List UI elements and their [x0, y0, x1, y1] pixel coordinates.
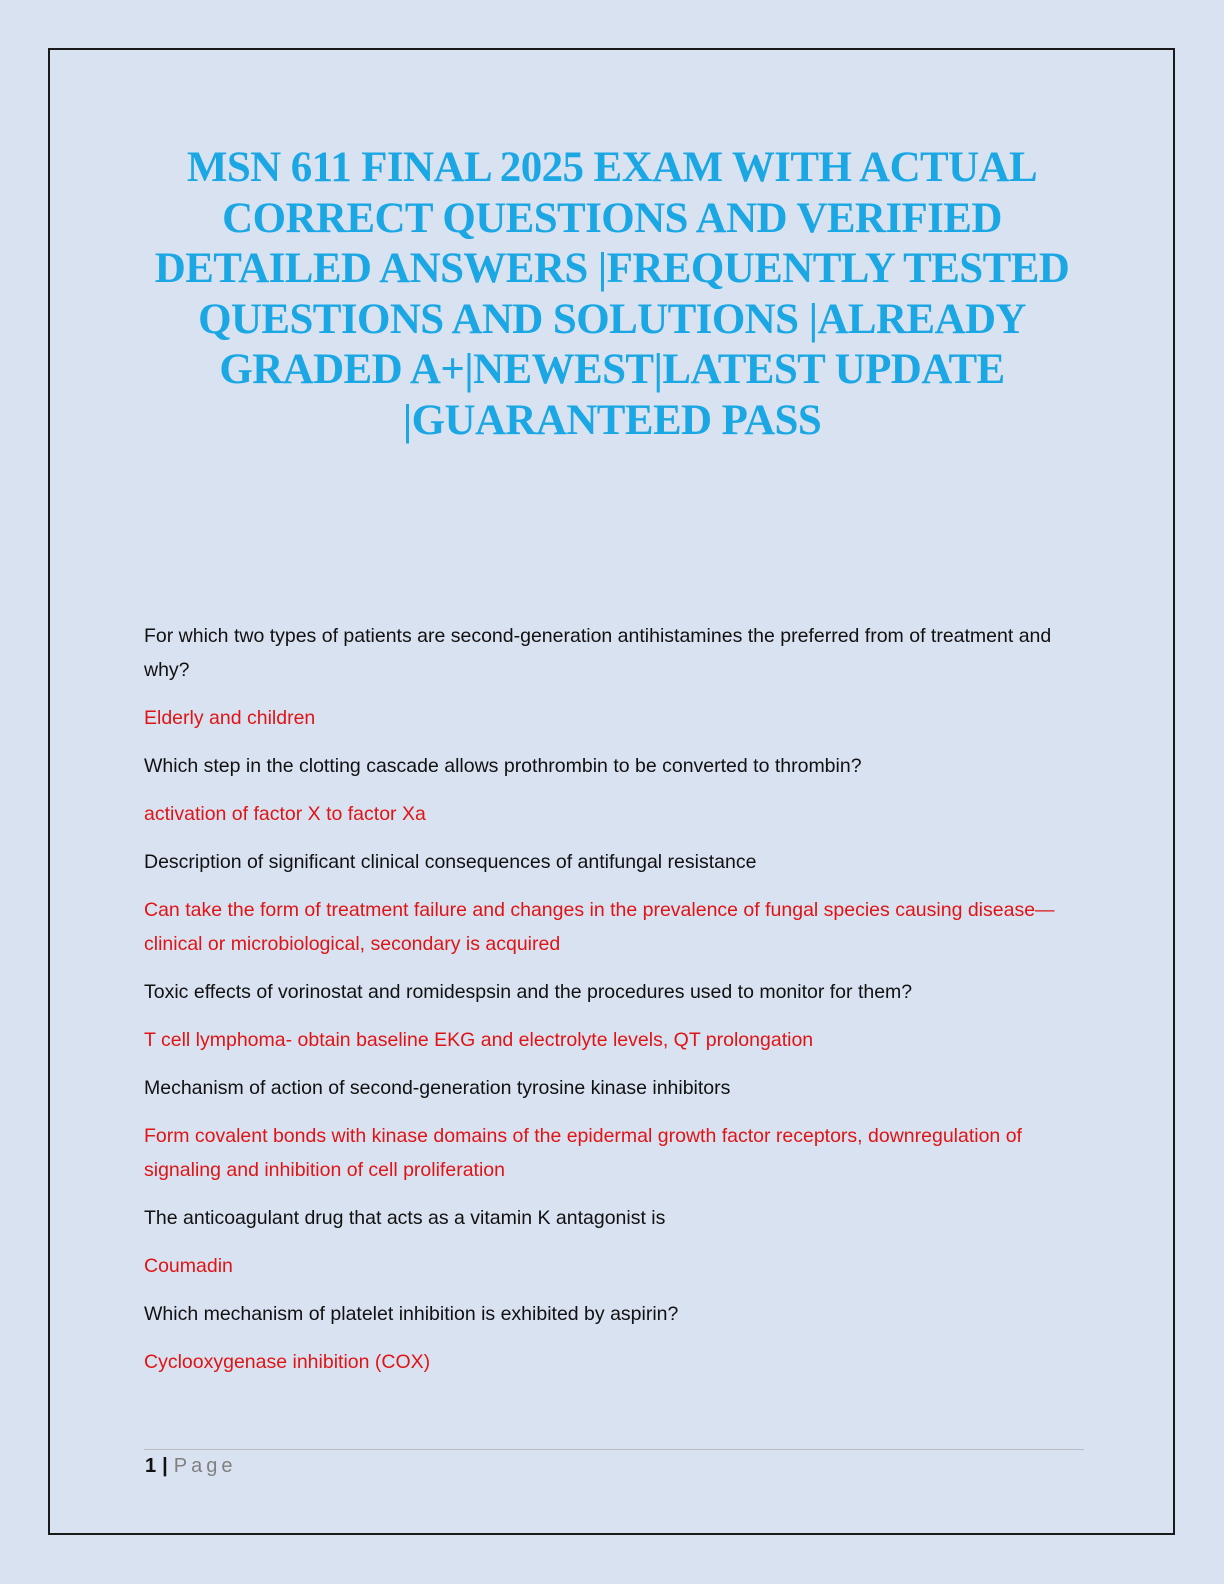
footer-divider: [144, 1449, 1084, 1450]
footer-separator: |: [162, 1455, 168, 1477]
question-text: Description of significant clinical consequences of antifungal resistance: [144, 851, 757, 873]
answer-text: T cell lymphoma- obtain baseline EKG and electrolyte levels, QT prolongation: [144, 1029, 814, 1051]
title-line: QUESTIONS AND SOLUTIONS |ALREADY: [198, 295, 1026, 343]
title-line: GRADED A+|NEWEST|LATEST UPDATE: [219, 346, 1005, 393]
qa-list: [144, 619, 1079, 1393]
answer-text: activation of factor X to factor Xa: [144, 803, 426, 825]
answer-text: Form covalent bonds with kinase domains of the epidermal growth factor receptors, downregulation of signaling and inhibition of cell proliferation: [144, 1125, 1022, 1181]
title-line: |GUARANTEED PASS: [402, 396, 822, 444]
title-line: CORRECT QUESTIONS AND VERIFIED: [222, 194, 1002, 242]
question-text: Which mechanism of platelet inhibition is exhibited by aspirin?: [144, 1303, 679, 1325]
answer-text: Can take the form of treatment failure and changes in the prevalence of fungal species causing disease—clinical or microbiological, secondary is acquired: [144, 899, 1055, 955]
question-text: Which step in the clotting cascade allows prothrombin to be converted to thrombin?: [144, 755, 862, 777]
question-text: Toxic effects of vorinostat and romidespsin and the procedures used to monitor for them?: [144, 981, 913, 1003]
page-label: Page: [173, 1455, 237, 1477]
answer-text: Elderly and children: [144, 707, 316, 729]
answer-text: Coumadin: [144, 1255, 233, 1277]
page-footer: [145, 1454, 236, 1478]
page-number: 1: [145, 1455, 157, 1477]
question-text: The anticoagulant drug that acts as a vitamin K antagonist is: [144, 1207, 666, 1229]
document-title: [140, 143, 1084, 446]
title-line: DETAILED ANSWERS |FREQUENTLY TESTED: [154, 245, 1070, 292]
title-line: MSN 611 FINAL 2025 EXAM WITH ACTUAL: [186, 144, 1038, 191]
question-text: For which two types of patients are second-generation antihistamines the preferred from of treatment and why?: [144, 625, 1052, 681]
question-text: Mechanism of action of second-generation tyrosine kinase inhibitors: [144, 1077, 731, 1099]
answer-text: Cyclooxygenase inhibition (COX): [144, 1351, 431, 1373]
